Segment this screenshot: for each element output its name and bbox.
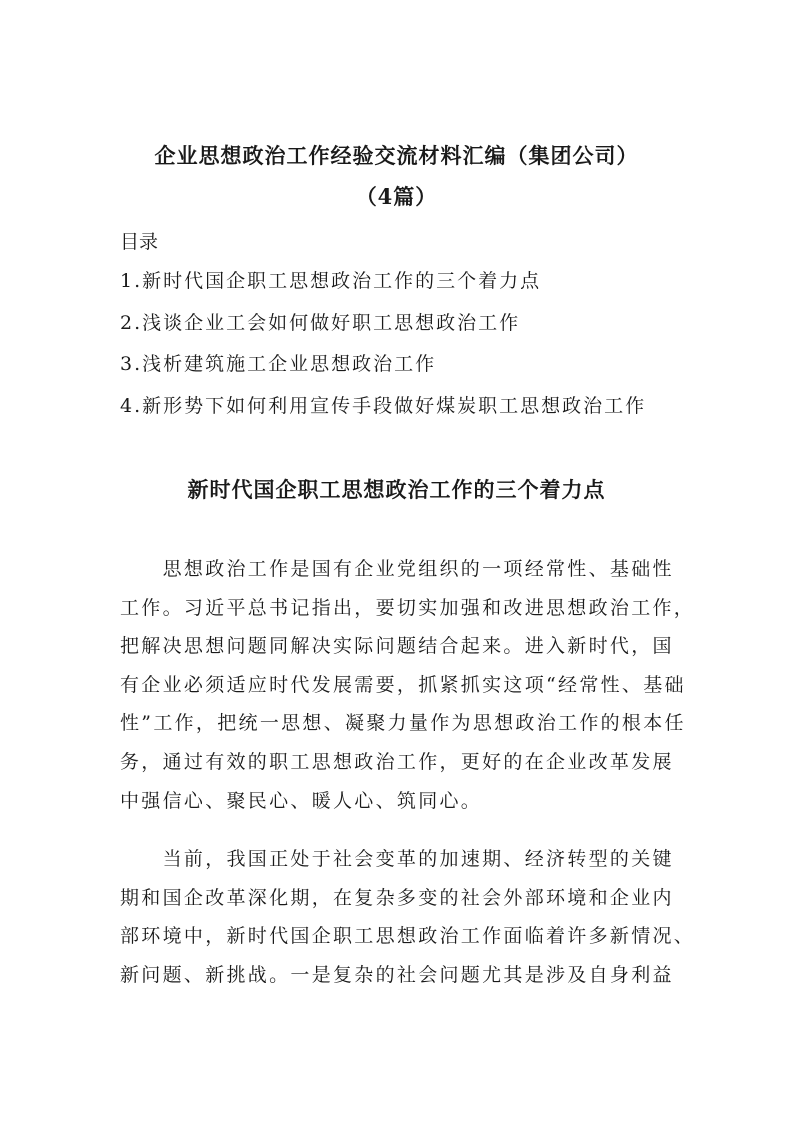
- paragraph-line: 务，通过有效的职工思想政治工作，更好的在企业改革发展: [120, 750, 674, 773]
- paragraph-2: [120, 840, 696, 994]
- paragraph-line: 思想政治工作是国有企业党组织的一项经常性、基础性: [120, 558, 674, 580]
- section-heading: 新时代国企职工思想政治工作的三个着力点: [187, 477, 606, 502]
- toc-item-3[interactable]: 3.浅析建筑施工企业思想政治工作: [120, 353, 437, 375]
- paragraph-line: 当前，我国正处于社会变革的加速期、经济转型的关键: [120, 848, 674, 870]
- paragraph-line: 中强信心、聚民心、暖人心、筑同心。: [120, 789, 483, 812]
- paragraph-line: 期和国企改革深化期，在复杂多变的社会外部环境和企业内: [120, 886, 674, 909]
- toc-item-2[interactable]: 2.浅谈企业工会如何做好职工思想政治工作: [120, 312, 521, 334]
- toc-item-4[interactable]: 4.新形势下如何利用宣传手段做好煤炭职工思想政治工作: [120, 395, 647, 417]
- paragraph-line: 有企业必须适应时代发展需要，抓紧抓实这项“经常性、基础: [120, 673, 686, 696]
- paragraph-line: 部环境中，新时代国企职工思想政治工作面临着许多新情况、: [120, 925, 696, 948]
- paragraph-line: 新问题、新挑战。一是复杂的社会问题尤其是涉及自身利益: [120, 963, 674, 986]
- paragraph-1: [120, 550, 696, 820]
- paragraph-line: 性”工作，把统一思想、凝聚力量作为思想政治工作的根本任: [120, 712, 686, 735]
- paragraph-line: 把解决思想问题同解决实际问题结合起来。进入新时代，国: [120, 635, 674, 658]
- document-subtitle: （4篇）: [355, 184, 438, 209]
- toc-heading: 目录: [120, 231, 159, 253]
- document-title: 企业思想政治工作经验交流材料汇编（集团公司）: [154, 143, 639, 168]
- paragraph-line: 工作。习近平总书记指出，要切实加强和改进思想政治工作，: [120, 596, 696, 619]
- toc-item-1[interactable]: 1.新时代国企职工思想政治工作的三个着力点: [120, 270, 542, 292]
